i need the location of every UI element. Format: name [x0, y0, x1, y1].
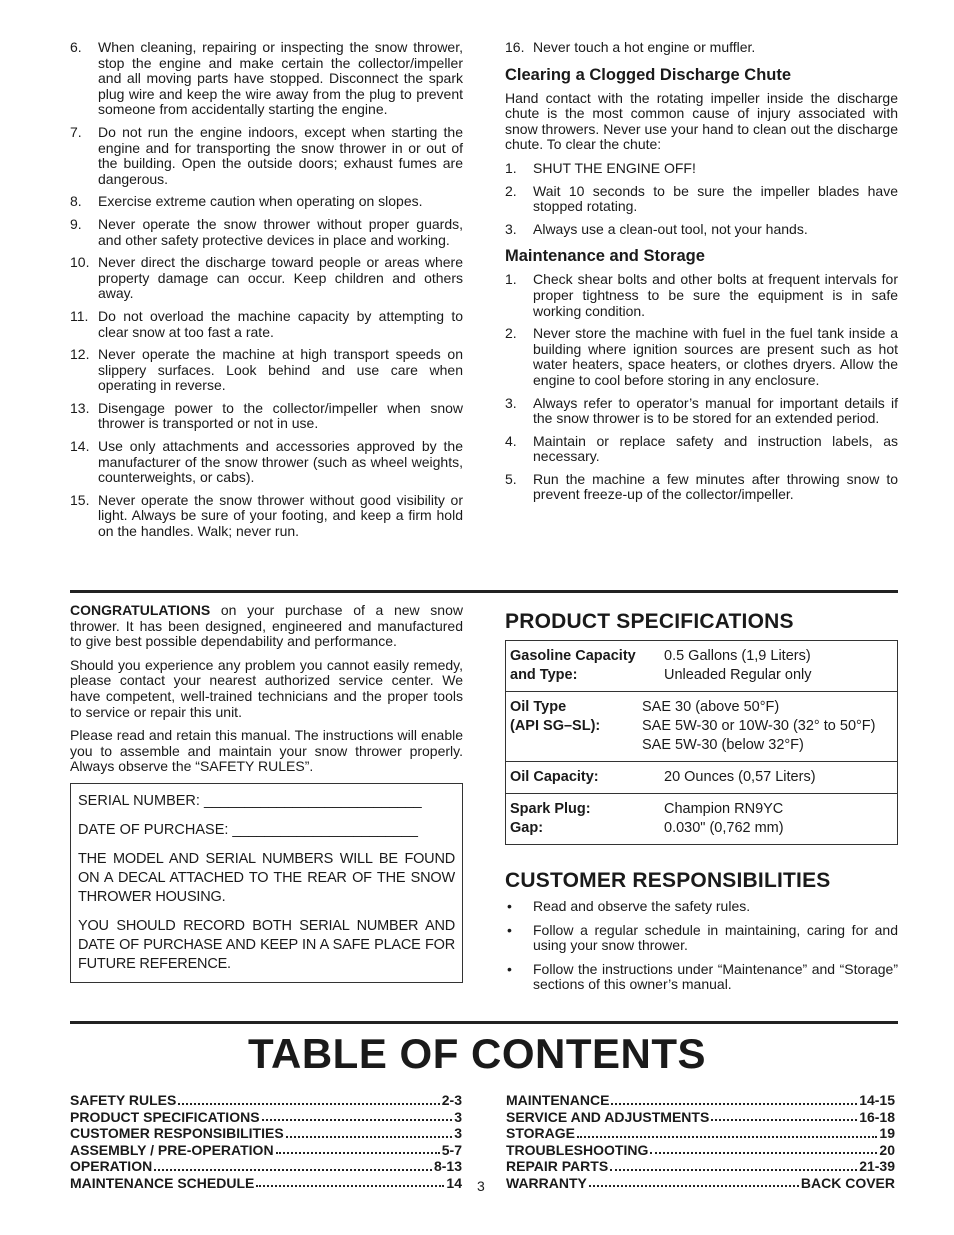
- list-item: [505, 184, 898, 215]
- toc-entry-page: 21-39: [859, 1158, 895, 1174]
- toc-entry-page: 19: [879, 1125, 895, 1141]
- toc-entry-page: 14-15: [859, 1092, 895, 1108]
- spec-value: Champion RN9YC 0.030" (0,762 mm): [664, 801, 784, 836]
- toc-left-column: [70, 1092, 462, 1191]
- spec-value: 20 Ounces (0,57 Liters): [664, 769, 816, 785]
- item-number: 11.: [70, 307, 89, 324]
- spec-label: Oil Type (API SG–SL):: [510, 699, 601, 734]
- toc-entry-title: CUSTOMER RESPONSIBILITIES: [70, 1125, 284, 1141]
- spec-label: Oil Capacity:: [510, 769, 599, 785]
- toc-entry-title: OPERATION: [70, 1158, 153, 1174]
- toc-entry[interactable]: [506, 1158, 895, 1175]
- item-number: 2.: [505, 182, 517, 199]
- item-number: 1.: [505, 159, 517, 176]
- toc-leader-dots: [650, 1142, 877, 1155]
- toc-entry[interactable]: [70, 1092, 462, 1109]
- list-item: [505, 434, 898, 465]
- spec-label: Spark Plug: Gap:: [510, 801, 591, 836]
- section-divider: [70, 590, 898, 593]
- safety-rules-list: [70, 40, 463, 540]
- toc-entry-title: SERVICE AND ADJUSTMENTS: [506, 1108, 710, 1125]
- record-box: [70, 783, 463, 983]
- congrats-paragraph: [70, 603, 463, 650]
- item-number: 14.: [70, 438, 90, 455]
- list-item: [505, 272, 898, 319]
- chute-steps-list: [505, 161, 898, 237]
- bullet-marker: •: [507, 921, 512, 938]
- item-text: Always use a clean-out tool, not your hands.: [533, 220, 808, 237]
- toc-leader-dots: [154, 1158, 432, 1171]
- toc-entry-page: BACK COVER: [800, 1174, 895, 1191]
- responsibility-item: [505, 923, 898, 954]
- toc-leader-dots: [711, 1109, 857, 1122]
- item-text: Maintain or replace safety and instruction labels, as necessary.: [533, 432, 898, 465]
- responsibility-text: Follow the instructions under “Maintenance” and “Storage” sections of this owner’s manual.: [533, 960, 898, 993]
- list-item: [505, 161, 898, 177]
- responsibility-text: Read and observe the safety rules.: [533, 898, 751, 914]
- item-number: 5.: [505, 470, 517, 487]
- toc-entry[interactable]: [70, 1142, 462, 1159]
- safety-rules-right-column: [505, 40, 898, 510]
- spec-value: 0.5 Gallons (1,9 Liters) Unleaded Regular only: [664, 648, 812, 683]
- item-text: Never operate the machine at high transport speeds on slippery surfaces. Look behind and use care when operating in reverse.: [98, 346, 463, 394]
- list-item: [70, 493, 463, 540]
- toc-leader-dots: [178, 1092, 439, 1105]
- toc-entry-page: 3: [454, 1125, 462, 1141]
- specs-heading: PRODUCT SPECIFICATIONS: [505, 610, 794, 633]
- item-text: Check shear bolts and other bolts at frequent intervals for proper tightness to be sure the equipment is in safe working condition.: [533, 271, 898, 319]
- item-number: 8.: [70, 193, 82, 210]
- item-number: 4.: [505, 432, 517, 449]
- item-text: Disengage power to the collector/impeller when snow thrower is transported or not in use.: [98, 399, 463, 432]
- item-text: Run the machine a few minutes after throwing snow to prevent freeze-up of the collector/impeller.: [533, 470, 898, 503]
- toc-entry[interactable]: [506, 1175, 895, 1192]
- toc-leader-dots: [589, 1175, 799, 1188]
- chute-heading: Clearing a Clogged Discharge Chute: [505, 65, 792, 84]
- manual-paragraph: Please read and retain this manual. The instructions will enable you to assemble and maintain your snow thrower properly. Always observe the “SAFETY RULES”.: [70, 727, 463, 775]
- toc-entry[interactable]: [70, 1109, 462, 1126]
- toc-entry-title: WARRANTY: [506, 1174, 587, 1191]
- toc-entry-page: 5-7: [441, 1141, 462, 1158]
- serial-number-line: SERIAL NUMBER: ___________________________: [78, 792, 422, 809]
- toc-entry[interactable]: [70, 1175, 462, 1192]
- responsibility-item: [505, 962, 898, 993]
- toc-entry-page: 2-3: [441, 1092, 462, 1108]
- item-text: SHUT THE ENGINE OFF!: [533, 159, 696, 176]
- item-number: 15.: [70, 491, 90, 508]
- item-text: Never touch a hot engine or muffler.: [533, 39, 756, 55]
- item-number: 6.: [70, 39, 82, 55]
- item-text: Use only attachments and accessories approved by the manufacturer of the snow thrower (such as wheel weights, counterweights, or cabs).: [98, 438, 463, 486]
- spec-value: SAE 30 (above 50°F) SAE 5W-30 or 10W-30 (32° to 50°F) SAE 5W-30 (below 32°F): [642, 699, 876, 753]
- toc-entry[interactable]: [506, 1125, 895, 1142]
- item-text: Do not run the engine indoors, except when starting the engine and for transporting the snow thrower in or out of the building. Open the outside doors; exhaust fumes are dangerous.: [98, 123, 463, 187]
- list-item: [70, 125, 463, 187]
- intro-column: [70, 603, 463, 983]
- item-text: Wait 10 seconds to be sure the impeller blades have stopped rotating.: [533, 182, 898, 215]
- item-text: Exercise extreme caution when operating on slopes.: [98, 193, 423, 210]
- service-paragraph: Should you experience any problem you cannot easily remedy, please contact your nearest authorized service center. We have competent, well-trained technicians and the proper tools to service or repair this unit.: [70, 656, 463, 720]
- list-item: [70, 194, 463, 210]
- item-text: Never store the machine with fuel in the fuel tank inside a building where ignition sources are present such as hot water heaters, space heaters, or clothes dryers. Allow the engine to cool before storing in any enclosure.: [533, 325, 898, 388]
- item-number: 10.: [70, 254, 90, 271]
- bullet-marker: •: [507, 960, 512, 977]
- toc-divider: [70, 1021, 898, 1024]
- spec-row: [506, 641, 897, 692]
- spec-row: [506, 692, 897, 762]
- item-number: 3.: [505, 220, 517, 237]
- list-item: [70, 309, 463, 340]
- toc-entry-title: MAINTENANCE SCHEDULE: [70, 1174, 255, 1191]
- item-number: 1.: [505, 271, 517, 288]
- responsibility-text: Follow a regular schedule in maintaining, caring for and using your snow thrower.: [533, 921, 898, 954]
- responsibilities-list: [505, 899, 898, 993]
- item-number: 9.: [70, 215, 82, 232]
- safety-rule-item: [505, 40, 898, 56]
- maintenance-heading: Maintenance and Storage: [505, 247, 705, 266]
- toc-leader-dots: [610, 1158, 857, 1171]
- spec-row: [506, 794, 897, 844]
- item-text: Never operate the snow thrower without proper guards, and other safety protective devices in place and working.: [98, 215, 463, 248]
- safety-rules-list-continued: [505, 40, 898, 56]
- bullet-marker: •: [507, 898, 512, 914]
- list-item: [505, 396, 898, 427]
- record-note: YOU SHOULD RECORD BOTH SERIAL NUMBER AND DATE OF PURCHASE AND KEEP IN A SAFE PLACE FOR FUTURE REFERENCE.: [78, 917, 455, 972]
- list-item: [70, 401, 463, 432]
- list-item: [70, 255, 463, 302]
- toc-leader-dots: [256, 1175, 444, 1188]
- toc-entry-title: TROUBLESHOOTING: [506, 1141, 649, 1158]
- item-text: Never operate the snow thrower without good visibility or light. Always be sure of your footing, and keep a firm hold on the handles. Walk; never run.: [98, 491, 463, 540]
- item-number: 12.: [70, 346, 90, 363]
- toc-entry-page: 14: [446, 1174, 462, 1191]
- item-number: 7.: [70, 123, 82, 140]
- congrats-text: on your purchase of a new snow thrower. It has been designed, engineered and manufactured to give best possible dependability and performance.: [70, 602, 463, 650]
- maintenance-steps-list: [505, 272, 898, 503]
- chute-intro: Hand contact with the rotating impeller inside the discharge chute is the most common cause of injury associated with snow throwers. Never use your hand to clean out the discharge chute. To clear the chute:: [505, 89, 898, 153]
- toc-entry-page: 8-13: [433, 1158, 462, 1174]
- item-text: Never direct the discharge toward people or areas where property damage can occur. Keep children and others away.: [98, 254, 463, 302]
- toc-title: TABLE OF CONTENTS: [247, 1030, 707, 1077]
- toc-entry-page: 3: [454, 1108, 462, 1125]
- toc-entry-title: ASSEMBLY / PRE-OPERATION: [70, 1141, 274, 1158]
- list-item: [505, 222, 898, 238]
- page-number: 3: [477, 1178, 485, 1194]
- toc-leader-dots: [611, 1092, 857, 1105]
- toc-entry[interactable]: [506, 1142, 895, 1159]
- toc-leader-dots: [276, 1142, 440, 1155]
- list-item: [70, 347, 463, 394]
- spec-label: Gasoline Capacity and Type:: [510, 648, 636, 683]
- item-text: Always refer to operator’s manual for important details if the snow thrower is to be stored for an extended period.: [533, 394, 898, 427]
- spec-row: [506, 762, 897, 794]
- specs-column: [505, 610, 898, 1001]
- toc-entry-page: 20: [879, 1141, 895, 1158]
- toc-entry[interactable]: [506, 1109, 895, 1126]
- toc-leader-dots: [577, 1125, 877, 1138]
- toc-entry-title: MAINTENANCE: [506, 1092, 610, 1108]
- item-number: 16.: [505, 39, 525, 55]
- toc-entry-page: 16-18: [859, 1108, 895, 1125]
- responsibility-item: [505, 899, 898, 915]
- item-number: 2.: [505, 325, 517, 342]
- safety-rules-left-column: [70, 40, 463, 547]
- specs-table: [505, 640, 898, 845]
- list-item: [505, 326, 898, 388]
- toc-entry-title: SAFETY RULES: [70, 1092, 177, 1108]
- toc-entry-title: REPAIR PARTS: [506, 1158, 609, 1174]
- item-number: 13.: [70, 399, 90, 416]
- list-item: [70, 217, 463, 248]
- responsibilities-heading: CUSTOMER RESPONSIBILITIES: [505, 869, 831, 892]
- item-text: Do not overload the machine capacity by attempting to clear snow at too fast a rate.: [98, 307, 463, 340]
- toc-right-column: [506, 1092, 895, 1191]
- toc-leader-dots: [286, 1125, 453, 1138]
- decal-note: THE MODEL AND SERIAL NUMBERS WILL BE FOUND ON A DECAL ATTACHED TO THE REAR OF THE SNOW THROWER HOUSING.: [78, 850, 455, 905]
- item-number: 3.: [505, 394, 517, 411]
- list-item: [70, 40, 463, 118]
- toc-entry[interactable]: [70, 1158, 462, 1175]
- toc-entry[interactable]: [70, 1125, 462, 1142]
- toc-entry[interactable]: [506, 1092, 895, 1109]
- list-item: [70, 439, 463, 486]
- purchase-date-line: DATE OF PURCHASE: _______________________: [78, 821, 418, 838]
- toc-entry-title: STORAGE: [506, 1125, 575, 1141]
- item-text: When cleaning, repairing or inspecting the snow thrower, stop the engine and make certain the collector/impeller and all moving parts have stopped. Disconnect the spark plug wire and keep the wire away from the plug to prevent someone from accidentally starting the engine.: [98, 39, 463, 118]
- congrats-lead: CONGRATULATIONS: [70, 602, 211, 618]
- list-item: [505, 472, 898, 503]
- toc-entry-title: PRODUCT SPECIFICATIONS: [70, 1108, 260, 1125]
- toc-leader-dots: [262, 1109, 453, 1122]
